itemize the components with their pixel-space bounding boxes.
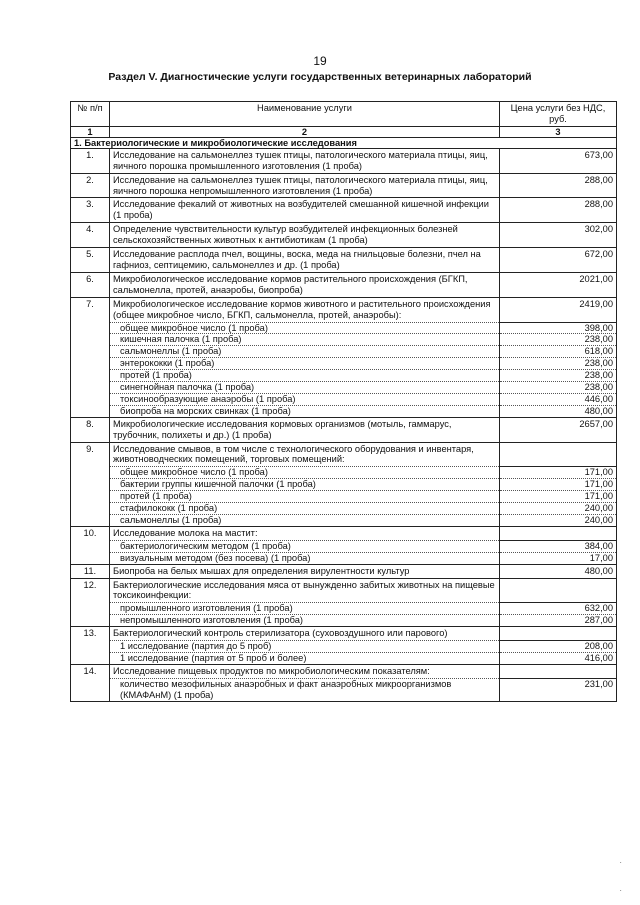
service-price (500, 578, 617, 603)
group-heading-row (71, 137, 617, 148)
header-name: Наименование услуги (110, 102, 500, 127)
subservice-name: энтерококки (1 проба) (110, 358, 500, 370)
subservice-price: 17,00 (500, 552, 617, 564)
table-row (71, 664, 617, 678)
subservice-price: 384,00 (500, 540, 617, 552)
subservice-price: 238,00 (500, 382, 617, 394)
page-number: 19 (313, 54, 327, 68)
table-subrow (71, 382, 617, 394)
scan-mark: · (619, 886, 622, 895)
subservice-price: 398,00 (500, 322, 617, 334)
table-subrow (71, 540, 617, 552)
row-number: 10. (71, 526, 110, 564)
price-table (70, 101, 617, 702)
row-number: 3. (71, 198, 110, 223)
subservice-price: 171,00 (500, 479, 617, 491)
subservice-price: 238,00 (500, 370, 617, 382)
subservice-name: бактериологическим методом (1 проба) (110, 540, 500, 552)
table-subrow (71, 479, 617, 491)
table-subrow (71, 515, 617, 527)
table-subrow (71, 615, 617, 627)
service-name: Исследование смывов, в том числе с технологического оборудования и инвентаря, животноводческих помещений, торговых помещений: (110, 442, 500, 467)
subservice-name: 1 исследование (партия от 5 проб и более) (110, 652, 500, 664)
table-row (71, 578, 617, 603)
section-title: Раздел V. Диагностические услуги государственных ветеринарных лабораторий (108, 71, 532, 83)
table-subrow (71, 552, 617, 564)
table-subrow (71, 503, 617, 515)
table-row (71, 627, 617, 641)
service-price: 672,00 (500, 248, 617, 273)
subservice-name: количество мезофильных анаэробных и факт анаэробных микроорганизмов (КМАФАнМ) (1 проба) (110, 678, 500, 701)
table-row (71, 198, 617, 223)
subservice-name: синегнойная палочка (1 проба) (110, 382, 500, 394)
row-number: 8. (71, 417, 110, 442)
row-number: 12. (71, 578, 110, 627)
row-number: 1. (71, 148, 110, 173)
subservice-price: 238,00 (500, 358, 617, 370)
service-price: 673,00 (500, 148, 617, 173)
table-row (71, 526, 617, 540)
service-name: Микробиологическое исследование кормов растительного происхождения (БГКП, сальмонелла, протей, анаэробы, биопроба) (110, 272, 500, 297)
index-col-2: 2 (110, 126, 500, 137)
row-number: 2. (71, 173, 110, 198)
subservice-name: визуальным методом (без посева) (1 проба) (110, 552, 500, 564)
row-number: 13. (71, 627, 110, 665)
service-price (500, 627, 617, 641)
service-name: Микробиологические исследования кормовых организмов (мотыль, гаммарус, трубочник, полихеты и др.) (1 проба) (110, 417, 500, 442)
service-name: Исследование на сальмонеллез тушек птицы, патологического материала птицы, яиц, яичного порошка промышленного изготовления (1 проба) (110, 148, 500, 173)
service-price: 480,00 (500, 564, 617, 578)
subservice-name: сальмонеллы (1 проба) (110, 346, 500, 358)
subservice-price: 240,00 (500, 515, 617, 527)
service-name: Исследование расплода пчел, вощины, воска, меда на гнильцовые болезни, пчел на гафниоз, септицемию, сальмонеллез и др. (1 проба) (110, 248, 500, 273)
service-price: 302,00 (500, 223, 617, 248)
table-subrow (71, 370, 617, 382)
group-heading: 1. Бактериологические и микробиологические исследования (71, 137, 617, 148)
subservice-name: стафилококк (1 проба) (110, 503, 500, 515)
subservice-price: 618,00 (500, 346, 617, 358)
subservice-price: 171,00 (500, 491, 617, 503)
subservice-name: сальмонеллы (1 проба) (110, 515, 500, 527)
table-subrow (71, 358, 617, 370)
service-name: Исследование пищевых продуктов по микробиологическим показателям: (110, 664, 500, 678)
table-subrow (71, 491, 617, 503)
table-row (71, 564, 617, 578)
service-price: 288,00 (500, 198, 617, 223)
subservice-price: 287,00 (500, 615, 617, 627)
service-name: Микробиологическое исследование кормов животного и растительного происхождения (общее микробное число, БГКП, сальмонелла, протей, анаэробы): (110, 297, 500, 322)
service-name: Исследование молока на мастит: (110, 526, 500, 540)
service-price: 2021,00 (500, 272, 617, 297)
service-name: Биопроба на белых мышах для определения вирулентности культур (110, 564, 500, 578)
table-subrow (71, 603, 617, 615)
table-row (71, 248, 617, 273)
table-subrow (71, 405, 617, 417)
subservice-name: 1 исследование (партия до 5 проб) (110, 641, 500, 653)
subservice-name: общее микробное число (1 проба) (110, 322, 500, 334)
table-row (71, 272, 617, 297)
index-col-3: 3 (500, 126, 617, 137)
table-index-row (71, 126, 617, 137)
table-row (71, 223, 617, 248)
subservice-price: 416,00 (500, 652, 617, 664)
table-row (71, 173, 617, 198)
row-number: 11. (71, 564, 110, 578)
table-row (71, 442, 617, 467)
row-number: 14. (71, 664, 110, 701)
subservice-price: 480,00 (500, 405, 617, 417)
header-price: Цена услуги без НДС, руб. (500, 102, 617, 127)
table-row (71, 417, 617, 442)
table-row (71, 297, 617, 322)
subservice-name: биопроба на морских свинках (1 проба) (110, 405, 500, 417)
service-price (500, 664, 617, 678)
row-number: 7. (71, 297, 110, 417)
subservice-price: 231,00 (500, 678, 617, 701)
subservice-name: общее микробное число (1 проба) (110, 467, 500, 479)
table-subrow (71, 393, 617, 405)
row-number: 5. (71, 248, 110, 273)
subservice-name: непромышленного изготовления (1 проба) (110, 615, 500, 627)
service-price (500, 442, 617, 467)
service-price: 2419,00 (500, 297, 617, 322)
table-subrow (71, 678, 617, 701)
table-subrow (71, 334, 617, 346)
service-name: Определение чувствительности культур возбудителей инфекционных болезней сельскохозяйственных животных к антибиотикам (1 проба) (110, 223, 500, 248)
table-header-row (71, 102, 617, 127)
table-row (71, 148, 617, 173)
table-subrow (71, 467, 617, 479)
subservice-price: 208,00 (500, 641, 617, 653)
scan-mark: · (619, 858, 622, 867)
table-body (71, 148, 617, 701)
subservice-name: протей (1 проба) (110, 370, 500, 382)
subservice-price: 632,00 (500, 603, 617, 615)
table-subrow (71, 346, 617, 358)
subservice-price: 238,00 (500, 334, 617, 346)
subservice-name: протей (1 проба) (110, 491, 500, 503)
row-number: 6. (71, 272, 110, 297)
service-name: Исследование на сальмонеллез тушек птицы, патологического материала птицы, яиц, яичного порошка непромышленного изготовления (1 проба) (110, 173, 500, 198)
subservice-price: 446,00 (500, 393, 617, 405)
table-subrow (71, 322, 617, 334)
index-col-1: 1 (71, 126, 110, 137)
subservice-price: 171,00 (500, 467, 617, 479)
service-name: Исследование фекалий от животных на возбудителей смешанной кишечной инфекции (1 проба) (110, 198, 500, 223)
row-number: 9. (71, 442, 110, 526)
subservice-name: кишечная палочка (1 проба) (110, 334, 500, 346)
row-number: 4. (71, 223, 110, 248)
service-price: 288,00 (500, 173, 617, 198)
header-num: № п/п (71, 102, 110, 127)
service-name: Бактериологические исследования мяса от вынужденно забитых животных на пищевые токсикоинфекции: (110, 578, 500, 603)
service-price: 2657,00 (500, 417, 617, 442)
table-subrow (71, 641, 617, 653)
service-price (500, 526, 617, 540)
subservice-name: бактерии группы кишечной палочки (1 проба) (110, 479, 500, 491)
subservice-name: промышленного изготовления (1 проба) (110, 603, 500, 615)
service-name: Бактериологический контроль стерилизатора (суховоздушного или парового) (110, 627, 500, 641)
subservice-price: 240,00 (500, 503, 617, 515)
table-subrow (71, 652, 617, 664)
subservice-name: токсинообразующие анаэробы (1 проба) (110, 393, 500, 405)
